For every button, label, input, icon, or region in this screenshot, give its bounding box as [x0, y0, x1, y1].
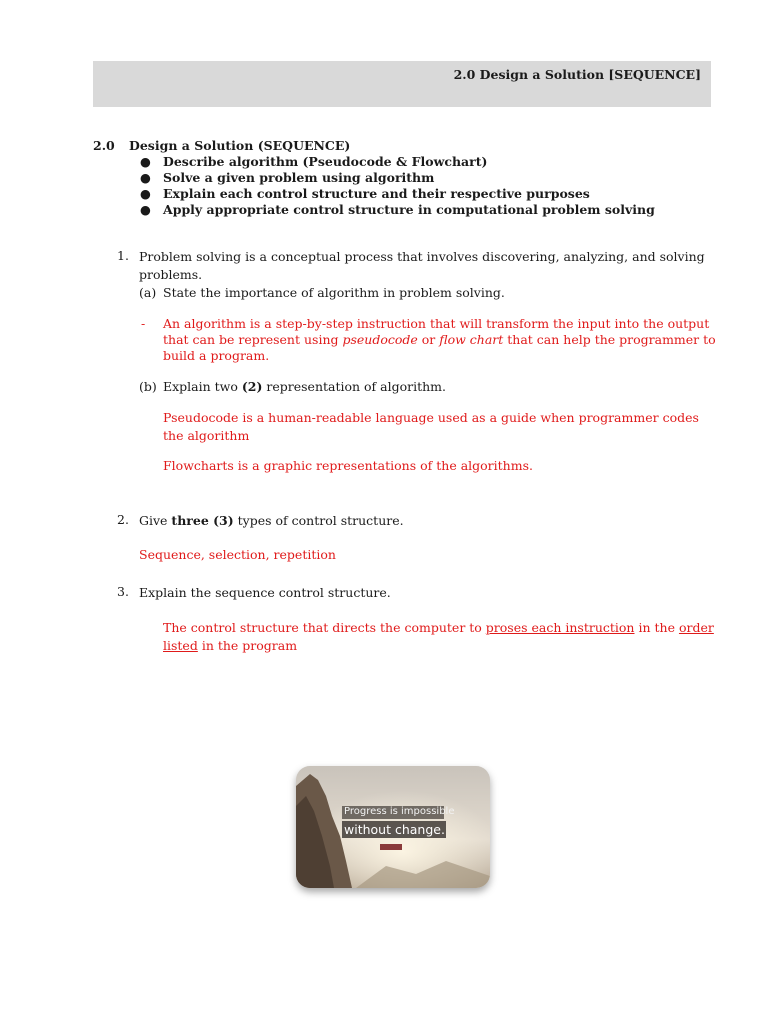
q2-number: 2.: [117, 512, 129, 527]
q2-answer: Sequence, selection, repetition: [139, 547, 336, 562]
quote-line2: without change.: [344, 822, 445, 837]
q2-text: Give three (3) types of control structure.: [139, 513, 404, 528]
bullet-icon: ●: [140, 170, 151, 185]
list-item: ● Describe algorithm (Pseudocode & Flowchart): [140, 154, 488, 169]
q1a-answer-line3: build a program.: [163, 348, 270, 363]
q3-answer-line1: The control structure that directs the computer to proses each instruction in the order: [163, 620, 714, 635]
list-item: ● Apply appropriate control structure in computational problem solving: [140, 202, 655, 217]
objectives-list: [140, 154, 655, 218]
q1b-text: Explain two (2) representation of algorithm.: [163, 379, 447, 394]
bullet-icon: ●: [140, 154, 151, 169]
section-title: Design a Solution (SEQUENCE): [129, 138, 351, 153]
q1b-label: (b): [139, 379, 157, 394]
bullet-icon: ●: [140, 202, 151, 217]
header-title: 2.0 Design a Solution [SEQUENCE]: [453, 67, 701, 82]
list-item: ● Solve a given problem using algorithm: [140, 170, 435, 185]
q1a-dash: -: [141, 316, 146, 331]
q1a-text: State the importance of algorithm in problem solving.: [163, 285, 505, 300]
section-number: 2.0: [93, 138, 115, 153]
q3-number: 3.: [117, 584, 129, 599]
q1a-answer-line2: that can be represent using pseudocode or flow chart that can help the programmer to: [163, 332, 716, 347]
q3-answer-line2: listed in the program: [163, 638, 298, 653]
quote-image: [296, 766, 490, 888]
header-band: [93, 61, 711, 107]
q1a-answer-line1: An algorithm is a step-by-step instruction that will transform the input into the output: [163, 316, 710, 331]
q1-number: 1.: [117, 248, 129, 263]
bullet-icon: ●: [140, 186, 151, 201]
q1b-answer1-line2: the algorithm: [163, 428, 250, 443]
q1a-label: (a): [139, 285, 157, 300]
quote-line1: Progress is impossible: [344, 806, 455, 817]
q3-text: Explain the sequence control structure.: [139, 585, 391, 600]
q1b-answer1-line1: Pseudocode is a human-readable language used as a guide when programmer codes: [163, 410, 699, 425]
list-item: ● Explain each control structure and their respective purposes: [140, 186, 590, 201]
q1b-answer2: Flowcharts is a graphic representations of the algorithms.: [163, 458, 533, 473]
